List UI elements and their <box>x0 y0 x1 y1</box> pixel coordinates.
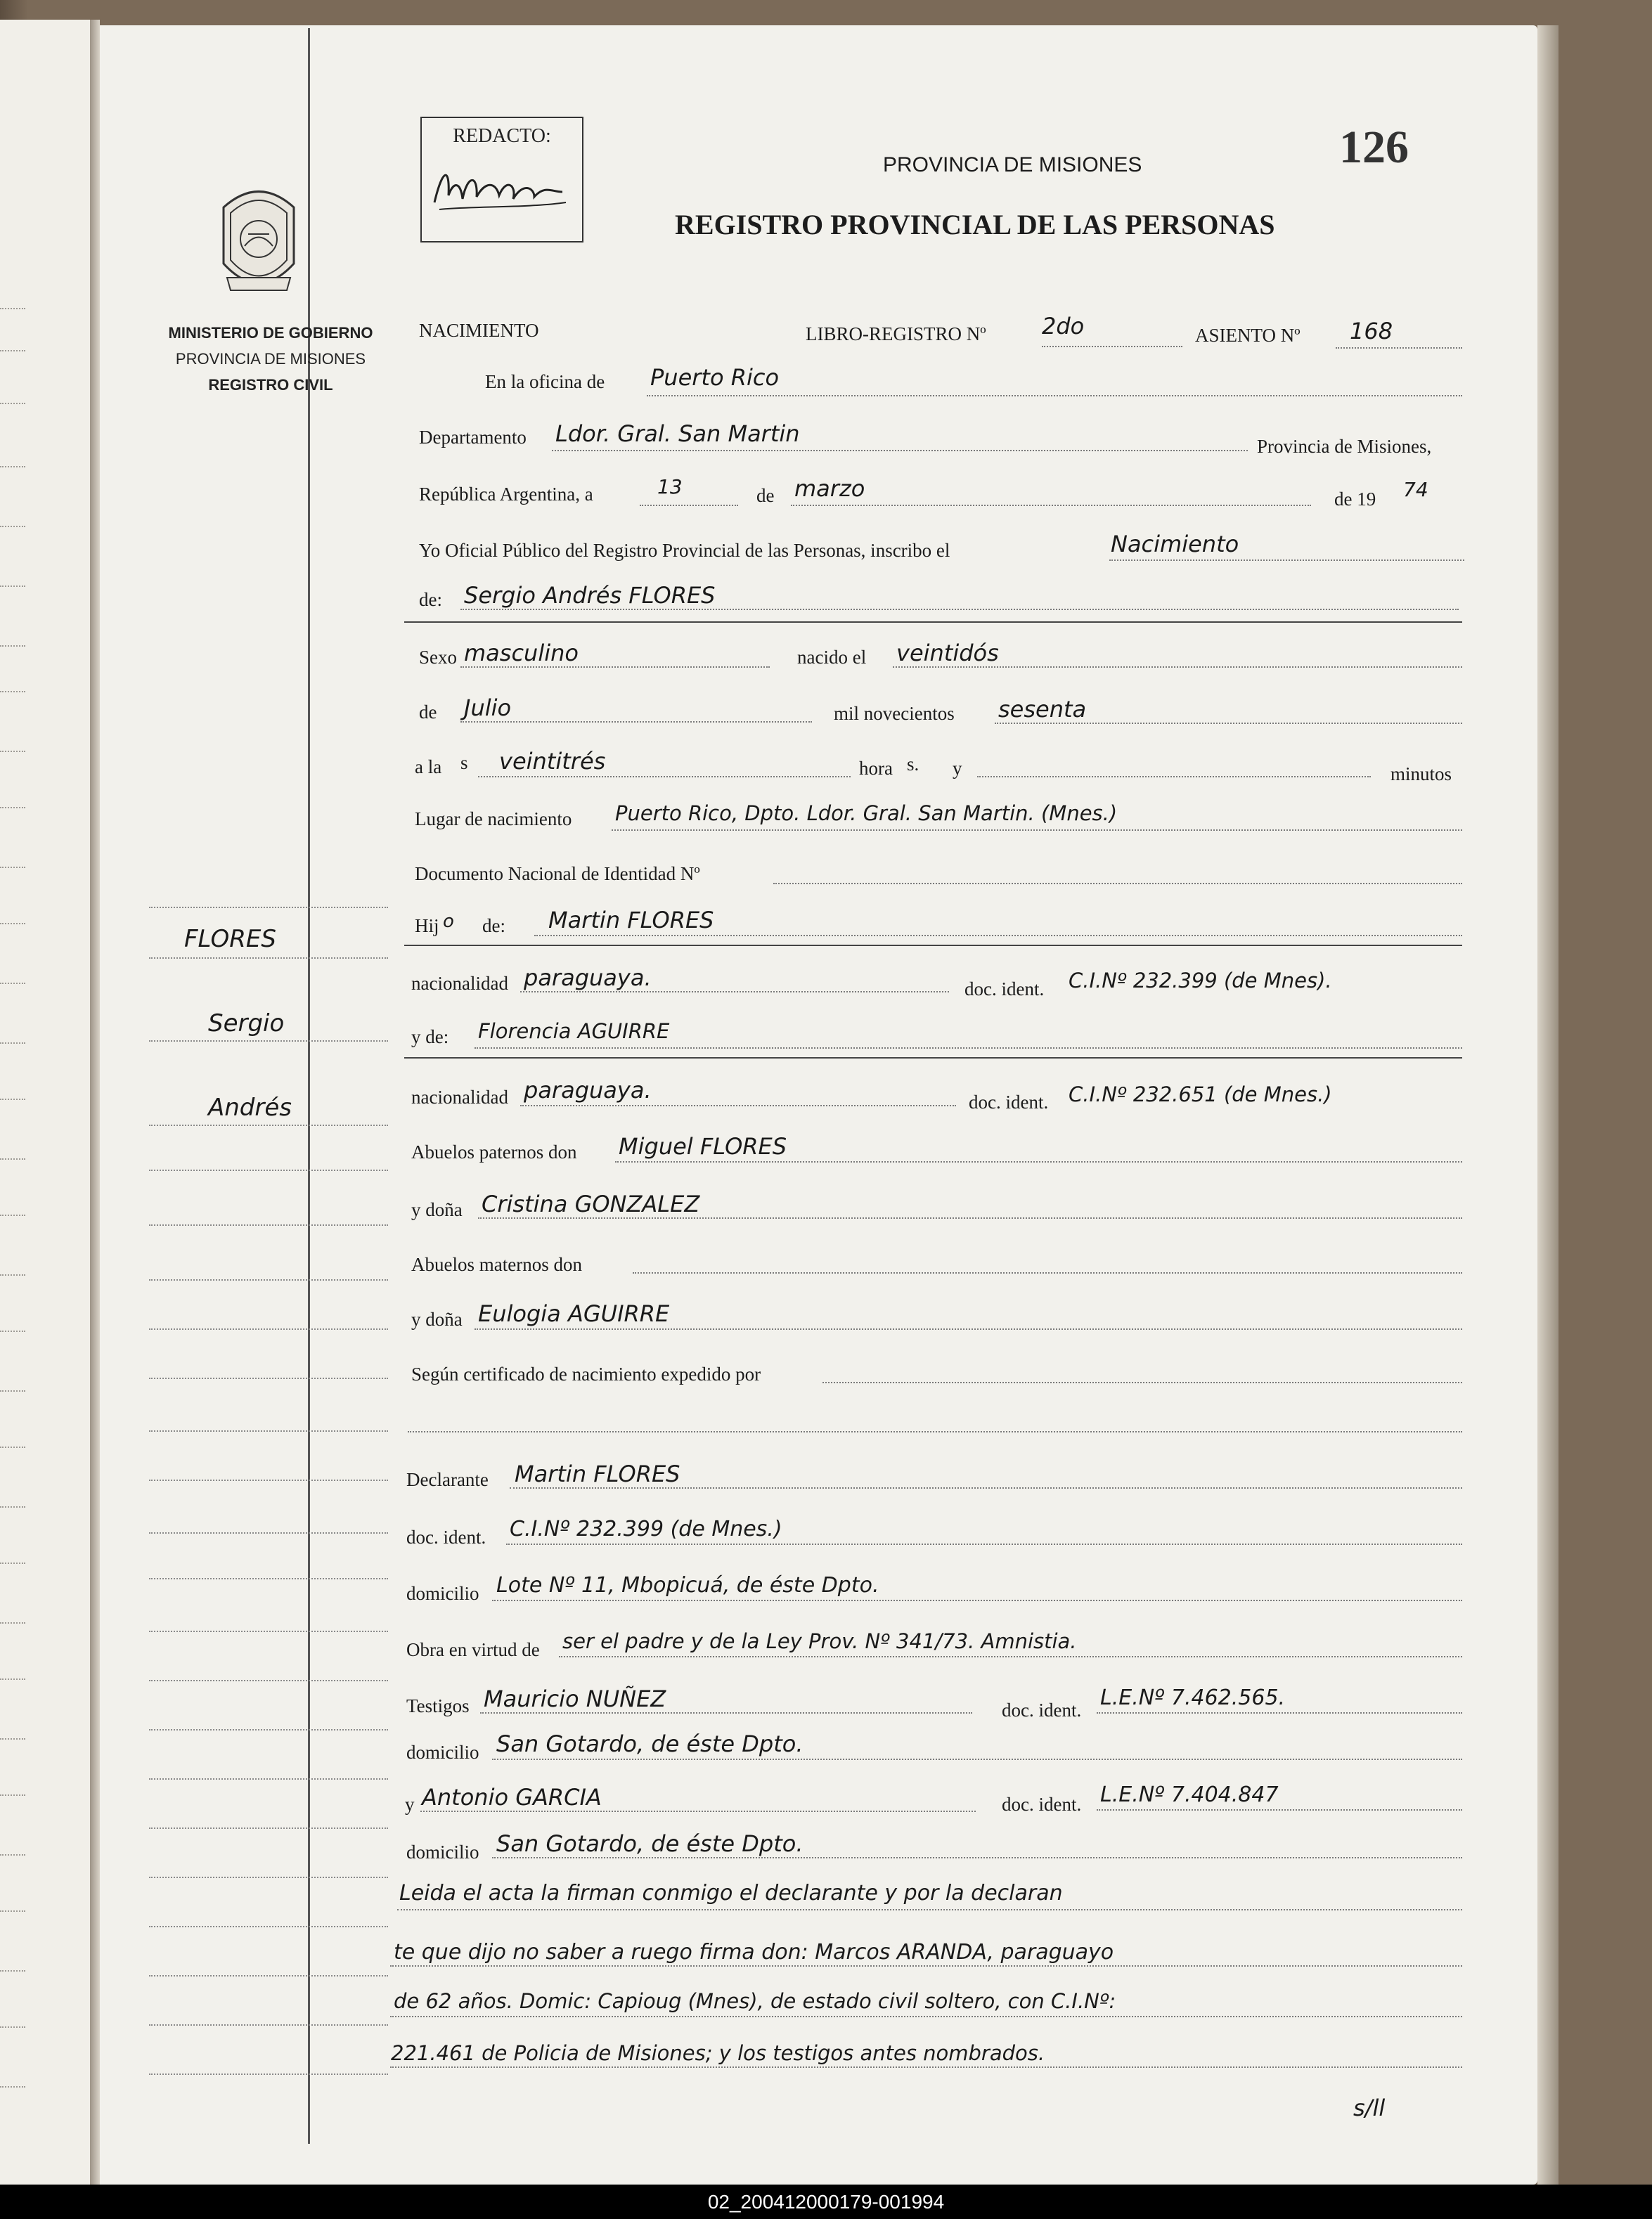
mil-label: mil novecientos <box>834 703 955 724</box>
republica-label: República Argentina, a <box>419 484 593 505</box>
testigo-1-domicilio-label: domicilio <box>406 1742 479 1763</box>
padre-doc: C.I.Nº 232.399 (de Mnes). <box>1069 969 1332 992</box>
page-edge <box>1537 25 1559 2185</box>
yde-label: y de: <box>411 1026 449 1047</box>
madre-doc: C.I.Nº 232.651 (de Mnes.) <box>1069 1082 1332 1106</box>
hora-value: veintitrés <box>499 748 606 775</box>
hij-suffix: o <box>443 911 454 932</box>
madre-nacionalidad-label: nacionalidad <box>411 1087 508 1108</box>
libro-value: 2do <box>1042 313 1085 339</box>
s-suffix-2: s. <box>907 753 919 775</box>
abuelo-paterno: Miguel FLORES <box>619 1133 787 1160</box>
abuela-materna: Eulogia AGUIRRE <box>478 1300 670 1327</box>
obra-label: Obra en virtud de <box>406 1639 540 1660</box>
departamento-value: Ldor. Gral. San Martin <box>555 420 800 447</box>
margin-surname: FLORES <box>184 925 276 953</box>
abuelos-maternos-label: Abuelos maternos don <box>411 1254 582 1275</box>
padre-nacionalidad-label: nacionalidad <box>411 973 508 994</box>
padre-doc-label: doc. ident. <box>964 978 1045 999</box>
mes-value: marzo <box>794 475 865 502</box>
y-label: y <box>953 758 962 779</box>
left-page <box>0 20 92 2185</box>
declarante-domicilio-label: domicilio <box>406 1583 479 1604</box>
closing-line-2: te que dijo no saber a ruego firma don: Marcos ARANDA, paraguayo <box>394 1940 1114 1965</box>
oficina-value: Puerto Rico <box>650 364 780 391</box>
de-label-2: de <box>419 701 437 723</box>
madre-nacionalidad: paraguaya. <box>524 1077 652 1104</box>
testigo-1-doc: L.E.Nº 7.462.565. <box>1100 1686 1286 1710</box>
testigo-1-domicilio: San Gotardo, de éste Dpto. <box>496 1730 804 1757</box>
provincial-seal-icon <box>209 179 308 302</box>
declarante-doc: C.I.Nº 232.399 (de Mnes.) <box>510 1517 782 1541</box>
testigo-1: Mauricio NUÑEZ <box>484 1686 666 1712</box>
hij-label: Hij <box>415 915 439 936</box>
testigos-label: Testigos <box>406 1695 470 1716</box>
closing-line-4: 221.461 de Policia de Misiones; y los testigos antes nombrados. <box>391 2041 1045 2065</box>
dia-value: 13 <box>657 475 683 498</box>
declarante-domicilio: Lote Nº 11, Mbopicuá, de éste Dpto. <box>496 1573 879 1598</box>
dni-label: Documento Nacional de Identidad Nº <box>415 863 700 884</box>
yo-oficial-text: Yo Oficial Público del Registro Provincial de las Personas, inscribo el <box>419 540 950 561</box>
registry-title: REGISTRO PROVINCIAL DE LAS PERSONAS <box>675 209 1275 240</box>
closing-line-1: Leida el acta la firman conmigo el declarante y por la declaran <box>399 1881 1063 1906</box>
de-nombre-label: de: <box>419 589 442 610</box>
abuelos-paternos-label: Abuelos paternos don <box>411 1141 577 1163</box>
abuela-paterna: Cristina GONZALEZ <box>482 1191 700 1217</box>
lugar-label: Lugar de nacimiento <box>415 808 572 829</box>
redacto-signature <box>429 153 573 224</box>
testigo-2-doc: L.E.Nº 7.404.847 <box>1100 1783 1279 1807</box>
sexo-label: Sexo <box>419 647 457 668</box>
madre-doc-label: doc. ident. <box>969 1092 1049 1113</box>
declarante-doc-label: doc. ident. <box>406 1527 486 1548</box>
nacido-label: nacido el <box>797 647 867 668</box>
redacto-label: REDACTO: <box>453 125 551 147</box>
mes-nacimiento: Julio <box>464 694 512 721</box>
departamento-label: Departamento <box>419 427 527 448</box>
padre-nacionalidad: paraguaya. <box>524 964 652 991</box>
de-label-1: de <box>756 485 775 506</box>
ydona-materna-label: y doña <box>411 1309 463 1330</box>
footer-caption: 02_200412000179-001994 <box>0 2185 1652 2219</box>
testigo-2-domicilio: San Gotardo, de éste Dpto. <box>496 1830 804 1857</box>
nacimiento-label: NACIMIENTO <box>419 320 539 341</box>
testigo-2: Antonio GARCIA <box>422 1784 602 1811</box>
declarante-value: Martin FLORES <box>515 1461 680 1487</box>
closing-line-3: de 62 años. Domic: Capioug (Mnes), de estado civil soltero, con C.I.Nº: <box>394 1989 1116 2013</box>
segun-label: Según certificado de nacimiento expedido por <box>411 1364 761 1385</box>
hora-label: hora <box>859 758 893 779</box>
ministry-line-3: REGISTRO CIVIL <box>208 376 333 394</box>
libro-label: LIBRO-REGISTRO Nº <box>806 323 986 344</box>
testigo-2-doc-label: doc. ident. <box>1002 1794 1082 1815</box>
redacto-box <box>420 117 583 242</box>
de-label-3: de: <box>482 915 505 936</box>
s-suffix-1: s <box>460 752 468 773</box>
nacido-value: veintidós <box>896 640 999 666</box>
testigo-2-domicilio-label: domicilio <box>406 1842 479 1863</box>
de-anio-label: de 19 <box>1334 489 1376 510</box>
asiento-label: ASIENTO Nº <box>1195 325 1301 346</box>
book-gutter <box>90 20 100 2185</box>
inscribe-value: Nacimiento <box>1111 531 1239 557</box>
anio-nacimiento: sesenta <box>998 696 1087 723</box>
obra-value: ser el padre y de la Ley Prov. Nº 341/73. Amnistia. <box>562 1629 1077 1653</box>
y-testigo-2-label: y <box>405 1794 415 1815</box>
madre-value: Florencia AGUIRRE <box>478 1019 670 1043</box>
ministry-line-2: PROVINCIA DE MISIONES <box>175 350 366 368</box>
ministry-line-1: MINISTERIO DE GOBIERNO <box>168 324 373 342</box>
declarante-label: Declarante <box>406 1469 489 1490</box>
asiento-value: 168 <box>1350 318 1393 344</box>
nombre-value: Sergio Andrés FLORES <box>464 582 716 609</box>
minutos-label: minutos <box>1390 763 1452 784</box>
ydona-paterna-label: y doña <box>411 1199 463 1220</box>
oficina-label: En la oficina de <box>485 371 605 392</box>
ala-label: a la <box>415 756 442 777</box>
ministry-header <box>144 320 397 398</box>
lugar-value: Puerto Rico, Dpto. Ldor. Gral. San Martin. (Mnes.) <box>615 801 1118 825</box>
page-mark: s/ll <box>1353 2095 1386 2121</box>
padre-value: Martin FLORES <box>548 907 714 933</box>
testigo-1-doc-label: doc. ident. <box>1002 1700 1082 1721</box>
margin-second-name: Andrés <box>208 1094 292 1122</box>
margin-first-name: Sergio <box>208 1009 285 1037</box>
sexo-value: masculino <box>464 640 579 666</box>
provincia-suffix: Provincia de Misiones, <box>1257 436 1432 457</box>
page-number: 126 <box>1339 122 1409 173</box>
anio-value: 74 <box>1403 478 1428 501</box>
province-title: PROVINCIA DE MISIONES <box>883 153 1142 176</box>
